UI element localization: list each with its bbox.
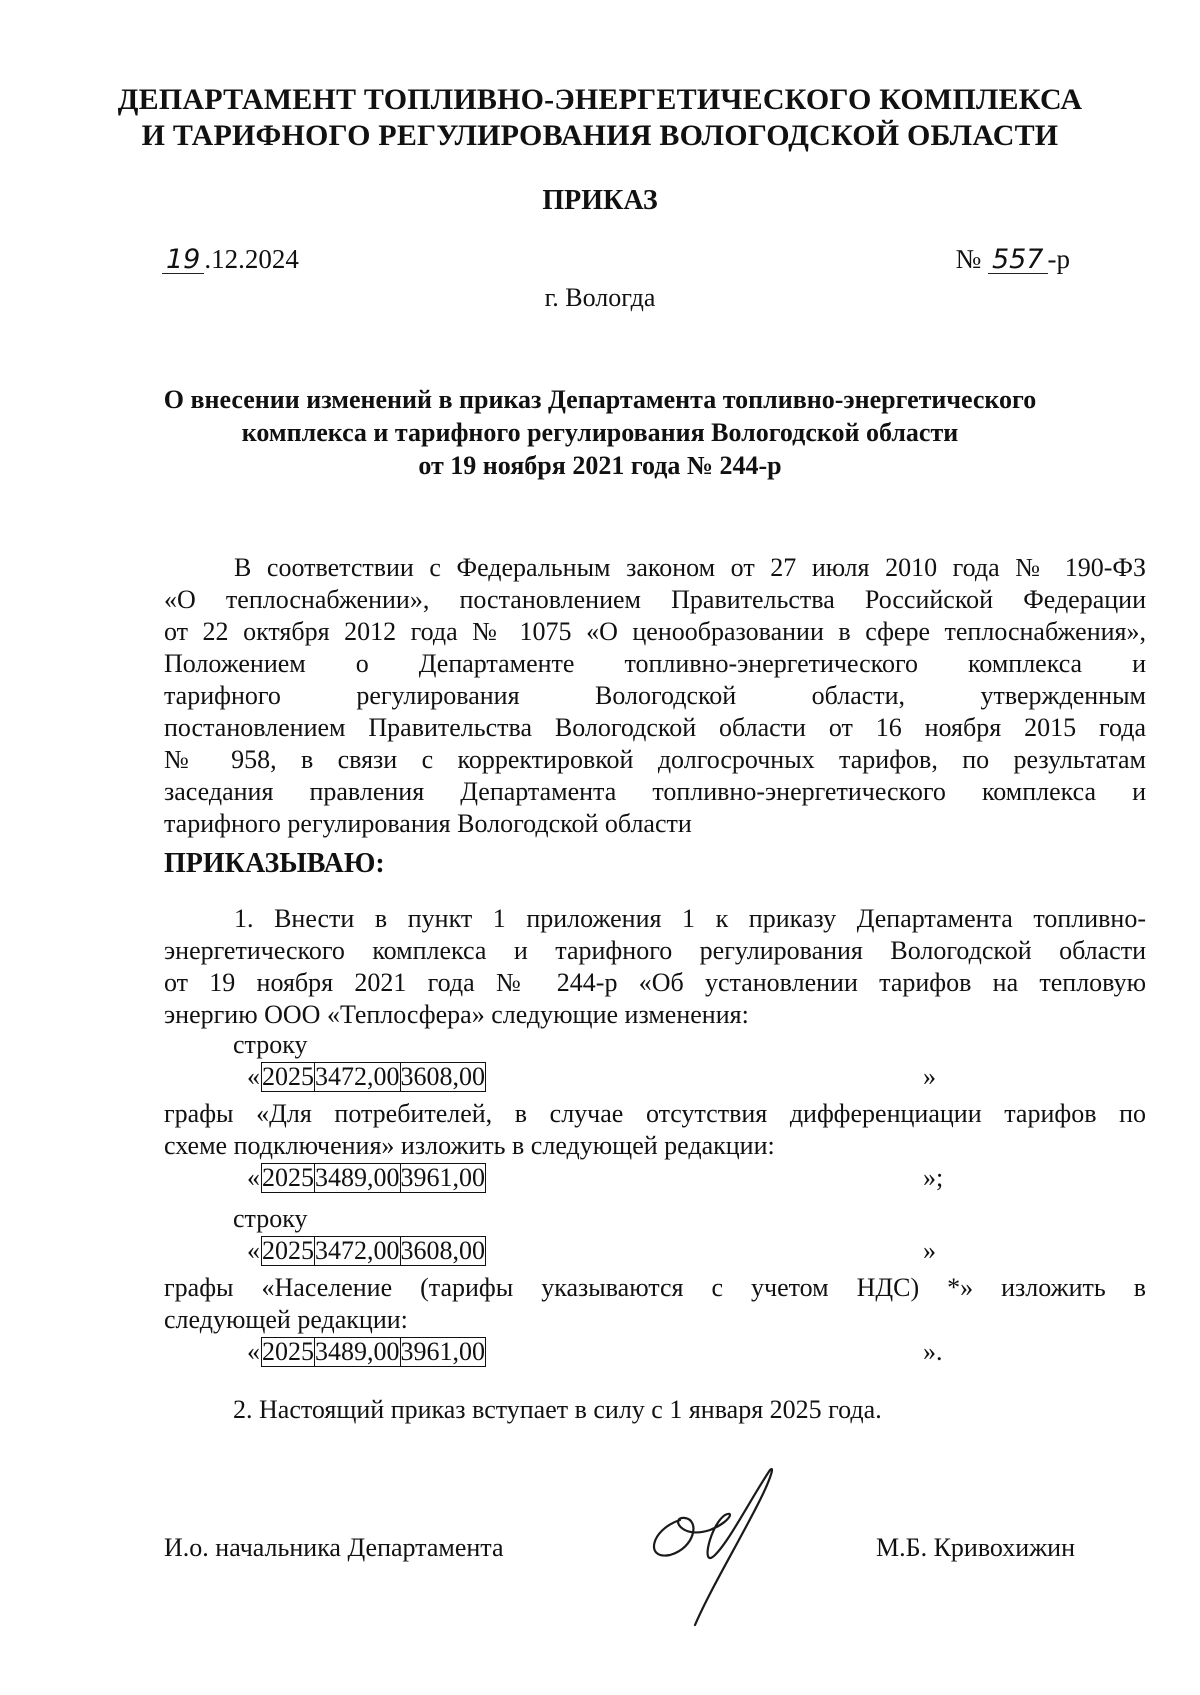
label-row-a: строку: [233, 1030, 308, 1059]
signatory-position: И.о. начальника Департамента: [164, 1533, 504, 1562]
document-number: [955, 244, 1070, 275]
signatory-name: М.Б. Кривохижин: [876, 1533, 1075, 1562]
quote-close: ».: [923, 1337, 943, 1366]
label-row-c: строку: [233, 1204, 308, 1233]
preamble-line: В соответствии с Федеральным законом от 27 июля 2010 года № 190-ФЗ: [234, 553, 1146, 582]
number-handwritten: 557: [988, 247, 1048, 274]
preamble-line: «О теплоснабжении», постановлением Правительства Российской Федерации: [164, 585, 1146, 614]
cell-value-1: 3489,00: [315, 1337, 400, 1366]
cell-value-1: 3472,00: [315, 1062, 400, 1091]
org-line-1: ДЕПАРТАМЕНТ ТОПЛИВНО-ЭНЕРГЕТИЧЕСКОГО КОМПЛЕКСА: [117, 83, 1083, 116]
item1-line: от 19 ноября 2021 года № 244-р «Об установлении тарифов на тепловую: [164, 968, 1146, 997]
city: г. Вологда: [544, 283, 656, 312]
number-prefix: №: [955, 244, 988, 274]
number-suffix: -р: [1047, 244, 1070, 274]
preamble-line: тарифного регулирования Вологодской области: [164, 809, 692, 838]
subject-line-1: О внесении изменений в приказ Департамента топливно-энергетического: [163, 385, 1037, 414]
preamble-paragraph: [164, 552, 1146, 840]
quote-close: »: [923, 1236, 936, 1265]
quote-open: «: [247, 1062, 260, 1091]
tariff-table: [261, 1163, 486, 1193]
subject-line-3: от 19 ноября 2021 года № 244-р: [418, 451, 782, 480]
date-rest: .12.2024: [204, 244, 299, 274]
graph-2-text: [164, 1272, 1146, 1336]
cell-value-2: 3608,00: [400, 1236, 485, 1265]
tariff-table: [261, 1062, 486, 1092]
graph1-line: графы «Для потребителей, в случае отсутствия дифференциации тарифов по: [164, 1099, 1146, 1128]
graph1-line: схеме подключения» изложить в следующей редакции:: [164, 1131, 775, 1160]
cell-year: 2025: [262, 1236, 314, 1265]
preamble-line: постановлением Правительства Вологодской области от 16 ноября 2015 года: [164, 713, 1146, 742]
cell-value-2: 3961,00: [400, 1337, 485, 1366]
graph2-line: графы «Население (тарифы указываются с учетом НДС) *» изложить в: [164, 1273, 1146, 1302]
graph-1-text: [164, 1098, 1146, 1162]
preamble-line: от 22 октября 2012 года № 1075 «О ценообразовании в сфере теплоснабжения»,: [164, 617, 1146, 646]
document-type: ПРИКАЗ: [542, 185, 658, 216]
org-line-2: И ТАРИФНОГО РЕГУЛИРОВАНИЯ ВОЛОГОДСКОЙ ОБЛАСТИ: [141, 119, 1059, 152]
cell-year: 2025: [262, 1337, 314, 1366]
item-1-paragraph: [164, 903, 1146, 1031]
item1-line: энергетического комплекса и тарифного регулирования Вологодской области: [164, 936, 1146, 965]
preamble-line: тарифного регулирования Вологодской области, утвержденным: [164, 681, 1146, 710]
quote-close: »;: [923, 1163, 944, 1192]
tariff-table: [261, 1337, 486, 1367]
tariff-table: [261, 1236, 486, 1266]
cell-value-2: 3608,00: [400, 1062, 485, 1091]
preamble-line: заседания правления Департамента топливно-энергетического комплекса и: [164, 777, 1146, 806]
subject-line-2: комплекса и тарифного регулирования Вологодской области: [241, 418, 959, 447]
handwritten-signature: [640, 1460, 810, 1630]
item-2-paragraph: 2. Настоящий приказ вступает в силу с 1 января 2025 года.: [233, 1395, 882, 1424]
order-word: ПРИКАЗЫВАЮ:: [164, 848, 385, 879]
preamble-line: Положением о Департаменте топливно-энергетического комплекса и: [164, 649, 1146, 678]
graph2-line: следующей редакции:: [164, 1305, 408, 1334]
cell-year: 2025: [262, 1062, 314, 1091]
cell-value-1: 3472,00: [315, 1236, 400, 1265]
organization-name: [0, 82, 1200, 154]
quote-close: »: [923, 1062, 936, 1091]
document-date: [162, 244, 299, 275]
cell-value-1: 3489,00: [315, 1163, 400, 1192]
quote-open: «: [247, 1337, 260, 1366]
item1-line: энергию ООО «Теплосфера» следующие изменения:: [164, 1000, 749, 1029]
cell-value-2: 3961,00: [400, 1163, 485, 1192]
item1-line: 1. Внести в пункт 1 приложения 1 к приказу Департамента топливно-: [234, 904, 1146, 933]
preamble-line: № 958, в связи с корректировкой долгосрочных тарифов, по результатам: [164, 745, 1146, 774]
cell-year: 2025: [262, 1163, 314, 1192]
quote-open: «: [247, 1236, 260, 1265]
document-subject: [0, 383, 1200, 482]
date-day-handwritten: 19: [162, 247, 204, 274]
quote-open: «: [247, 1163, 260, 1192]
